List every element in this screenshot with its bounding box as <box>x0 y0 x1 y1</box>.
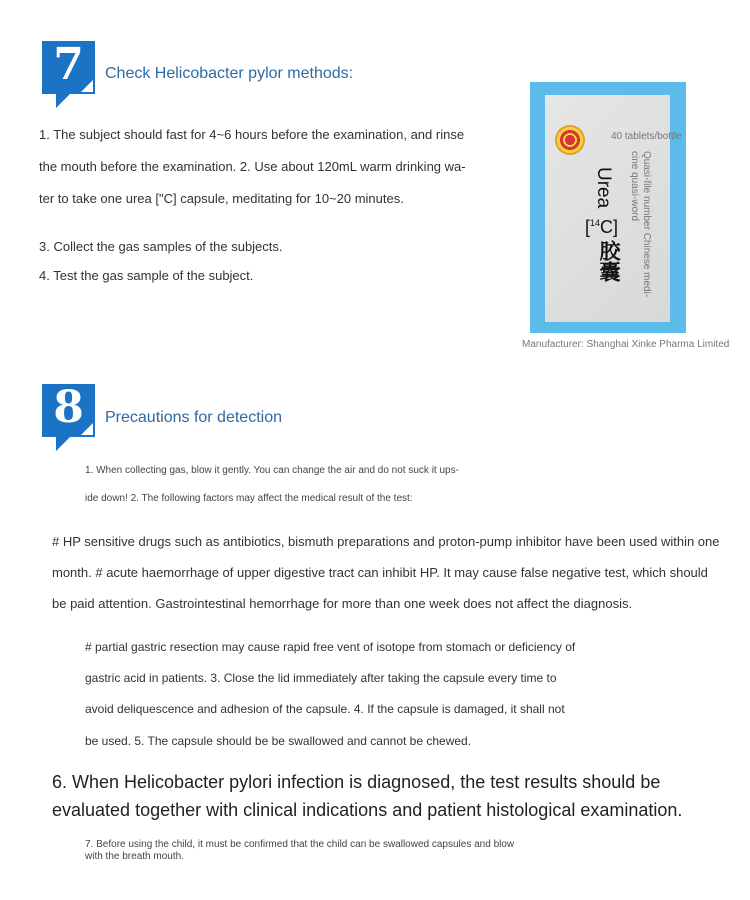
note-line: # HP sensitive drugs such as antibiotics, bismuth preparations and proton-pump inhibitor have been used within one <box>52 534 720 549</box>
note-line: be paid attention. Gastrointestinal hemorrhage for more than one week does not affect the diagnosis. <box>52 596 633 611</box>
section-8-title: Precautions for detection <box>105 409 282 426</box>
note-line: 6. When Helicobacter pylori infection is diagnosed, the test results should be <box>52 772 661 792</box>
product-isotope: [$^{14}$C] <box>585 217 619 237</box>
product-count: 40 tablets/bottle <box>611 131 682 142</box>
note-line: be used. 5. The capsule should be be swallowed and cannot be chewed. <box>85 734 472 748</box>
note-line: with the breath mouth. <box>85 851 184 862</box>
section-number: 7 <box>53 39 84 90</box>
step-line: ter to take one urea ["C] capsule, meditating for 10~20 minutes. <box>39 191 404 206</box>
note-line: # partial gastric resection may cause rapid free vent of isotope from stomach or deficiency of <box>85 640 576 654</box>
section-number: 8 <box>53 382 84 433</box>
note-line: avoid deliquescence and adhesion of the capsule. 4. If the capsule is damaged, it shall not <box>85 702 565 716</box>
note-line: evaluated together with clinical indications and patient histological examination. <box>52 800 683 820</box>
step-line: 1. The subject should fast for 4~6 hours before the examination, and rinse <box>39 127 465 142</box>
section-7-badge <box>42 41 95 94</box>
product-approval: Quasi-file number Chinese medi- cine quasi-word <box>629 151 652 298</box>
product-name: Urea <box>593 167 614 209</box>
radiation-icon <box>555 125 585 155</box>
step-line: the mouth before the examination. 2. Use about 120mL warm drinking wa- <box>39 159 466 174</box>
product-chinese-name: 胶囊 <box>597 240 620 282</box>
section-8-badge <box>42 384 95 437</box>
note-line: gastric acid in patients. 3. Close the lid immediately after taking the capsule every time to <box>85 671 557 685</box>
note-line: 7. Before using the child, it must be confirmed that the child can be swallowed capsules and blow <box>85 839 515 850</box>
section-7-title: Check Helicobacter pylor methods: <box>105 65 354 82</box>
note-line: month. # acute haemorrhage of upper digestive tract can inhibit HP. It may cause false negative test, which should <box>52 565 708 580</box>
step-line: 3. Collect the gas samples of the subjects. <box>39 239 283 254</box>
product-image <box>530 82 686 333</box>
product-caption: Manufacturer: Shanghai Xinke Pharma Limited <box>522 339 730 350</box>
note-line: ide down! 2. The following factors may affect the medical result of the test: <box>85 493 413 504</box>
step-line: 4. Test the gas sample of the subject. <box>39 268 254 283</box>
note-line: 1. When collecting gas, blow it gently. You can change the air and do not suck it ups- <box>85 465 459 476</box>
